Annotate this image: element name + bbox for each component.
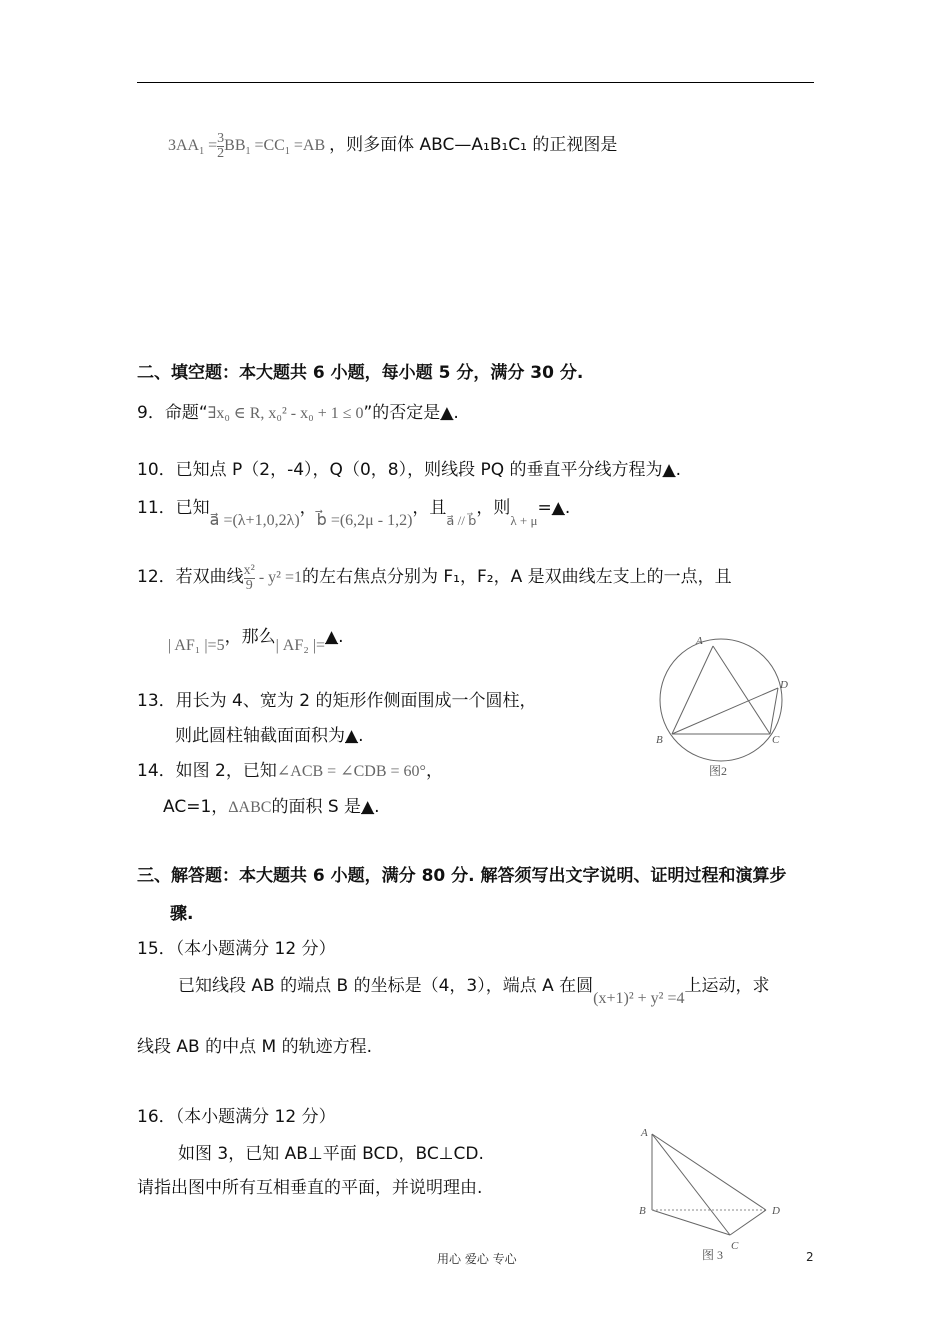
edge-bc bbox=[652, 1210, 730, 1235]
answer-blank[interactable]: ▲ bbox=[361, 797, 375, 817]
question-15-line1: 已知线段 AB 的端点 B 的坐标是（4，3），端点 A 在圆(x+1)² + y² =4上运动，求 bbox=[178, 976, 770, 1007]
answer-blank[interactable]: ▲ bbox=[345, 726, 359, 746]
question-16: 16．（本小题满分 12 分） bbox=[137, 1107, 336, 1127]
question-14: 14．如图 2，已知∠ACB = ∠CDB = 60°， bbox=[137, 761, 443, 781]
intro-text: ，则多面体 ABC—A₁B₁C₁ 的正视图是 bbox=[329, 135, 618, 155]
question-12: 12．若双曲线 $\frac{\text{x²}}{9}$ - y² =1的左右焦点分别为 F₁，F₂，A 是双曲线左支上的一点，且 bbox=[137, 562, 732, 593]
label-a: A bbox=[696, 635, 703, 647]
parallel-condition: a⃗ // b⃗ bbox=[446, 513, 477, 528]
section-3-heading-line2: 骤. bbox=[170, 904, 194, 924]
answer-blank[interactable]: ▲ bbox=[325, 627, 339, 647]
intro-line bbox=[168, 130, 617, 161]
question-13: 13．用长为 4、宽为 2 的矩形作侧面围成一个圆柱， bbox=[137, 691, 537, 711]
intro-formula: $3AA_1$ = $\frac{3}{2}$ $BB_1 =CC_1 =AB$ bbox=[168, 130, 326, 161]
circle bbox=[660, 639, 782, 761]
answer-blank[interactable]: ▲ bbox=[440, 403, 454, 423]
question-9: 9．命题“∃x₀ ∈ R, x₀² - x₀ + 1 ≤ 0”的否定是▲. bbox=[137, 403, 459, 423]
answer-blank[interactable]: ▲ bbox=[662, 460, 676, 480]
question-15-line2: 线段 AB 的中点 M 的轨迹方程. bbox=[137, 1037, 372, 1057]
label-a: A bbox=[641, 1127, 648, 1139]
footer-slogan: 用心 爱心 专心 bbox=[437, 1252, 517, 1266]
label-b: B bbox=[639, 1205, 646, 1217]
section-2-heading: 二、填空题：本大题共 6 小题，每小题 5 分，满分 30 分. bbox=[137, 363, 584, 383]
figure-3-caption: 图 3 bbox=[702, 1248, 724, 1262]
hyperbola-formula: $\frac{\text{x²}}{9}$ - y² =1 bbox=[243, 562, 302, 593]
label-c: C bbox=[731, 1240, 739, 1252]
section-3-heading: 三、解答题：本大题共 6 小题，满分 80 分. 解答须写出文字说明、证明过程和演算步 bbox=[137, 866, 787, 886]
edge-ac bbox=[652, 1134, 730, 1235]
label-d: D bbox=[780, 679, 788, 691]
question-15: 15．（本小题满分 12 分） bbox=[137, 939, 336, 959]
figure-2-caption: 图2 bbox=[709, 764, 728, 778]
question-11: 11．已知a⃗ =(λ+1,0,2λ)，b⃗ =(6,2μ - 1,2)，且$_{a⃗ // b⃗}$，则$_{\lambda + \mu}$=▲. bbox=[137, 498, 571, 529]
vector-a: a⃗ =(λ+1,0,2λ) bbox=[209, 512, 300, 529]
question-16-line2: 请指出图中所有互相垂直的平面，并说明理由. bbox=[137, 1178, 483, 1198]
edge-dc bbox=[770, 688, 778, 734]
circle-formula: (x+1)² + y² =4 bbox=[593, 990, 685, 1007]
header-rule bbox=[137, 82, 814, 83]
label-d: D bbox=[772, 1205, 780, 1217]
label-b: B bbox=[656, 734, 663, 746]
question-16-line1: 如图 3，已知 AB⊥平面 BCD，BC⊥CD. bbox=[178, 1144, 484, 1164]
edge-ad bbox=[652, 1134, 766, 1210]
label-c: C bbox=[772, 734, 780, 746]
edge-cd bbox=[730, 1210, 766, 1235]
q9-formula: ∃x₀ ∈ R, x₀² - x₀ + 1 ≤ 0 bbox=[207, 405, 364, 422]
edge-bd bbox=[672, 688, 778, 734]
vector-b: b⃗ =(6,2μ - 1,2) bbox=[316, 512, 413, 529]
question-14-line2: AC=1，ΔABC的面积 S 是▲. bbox=[163, 797, 380, 817]
edge-ac bbox=[713, 646, 770, 734]
fraction-3-2: $\frac{3}{2}$ bbox=[217, 130, 225, 161]
angle-formula: ∠ACB = ∠CDB = 60° bbox=[276, 763, 426, 780]
question-10: 10．已知点 P（2，-4），Q（0，8），则线段 PQ 的垂直平分线方程为▲. bbox=[137, 460, 681, 480]
question-13-line2: 则此圆柱轴截面面积为▲. bbox=[175, 726, 364, 746]
lambda-mu: λ + μ bbox=[510, 513, 538, 528]
page-number: 2 bbox=[806, 1250, 814, 1264]
edge-ab bbox=[672, 646, 713, 734]
figure-3 bbox=[636, 1122, 786, 1262]
figure-2 bbox=[650, 628, 800, 783]
question-12-line2: | AF₁ |=5，那么| AF₂ |=▲. bbox=[168, 627, 344, 654]
answer-blank[interactable]: ▲ bbox=[551, 498, 565, 518]
